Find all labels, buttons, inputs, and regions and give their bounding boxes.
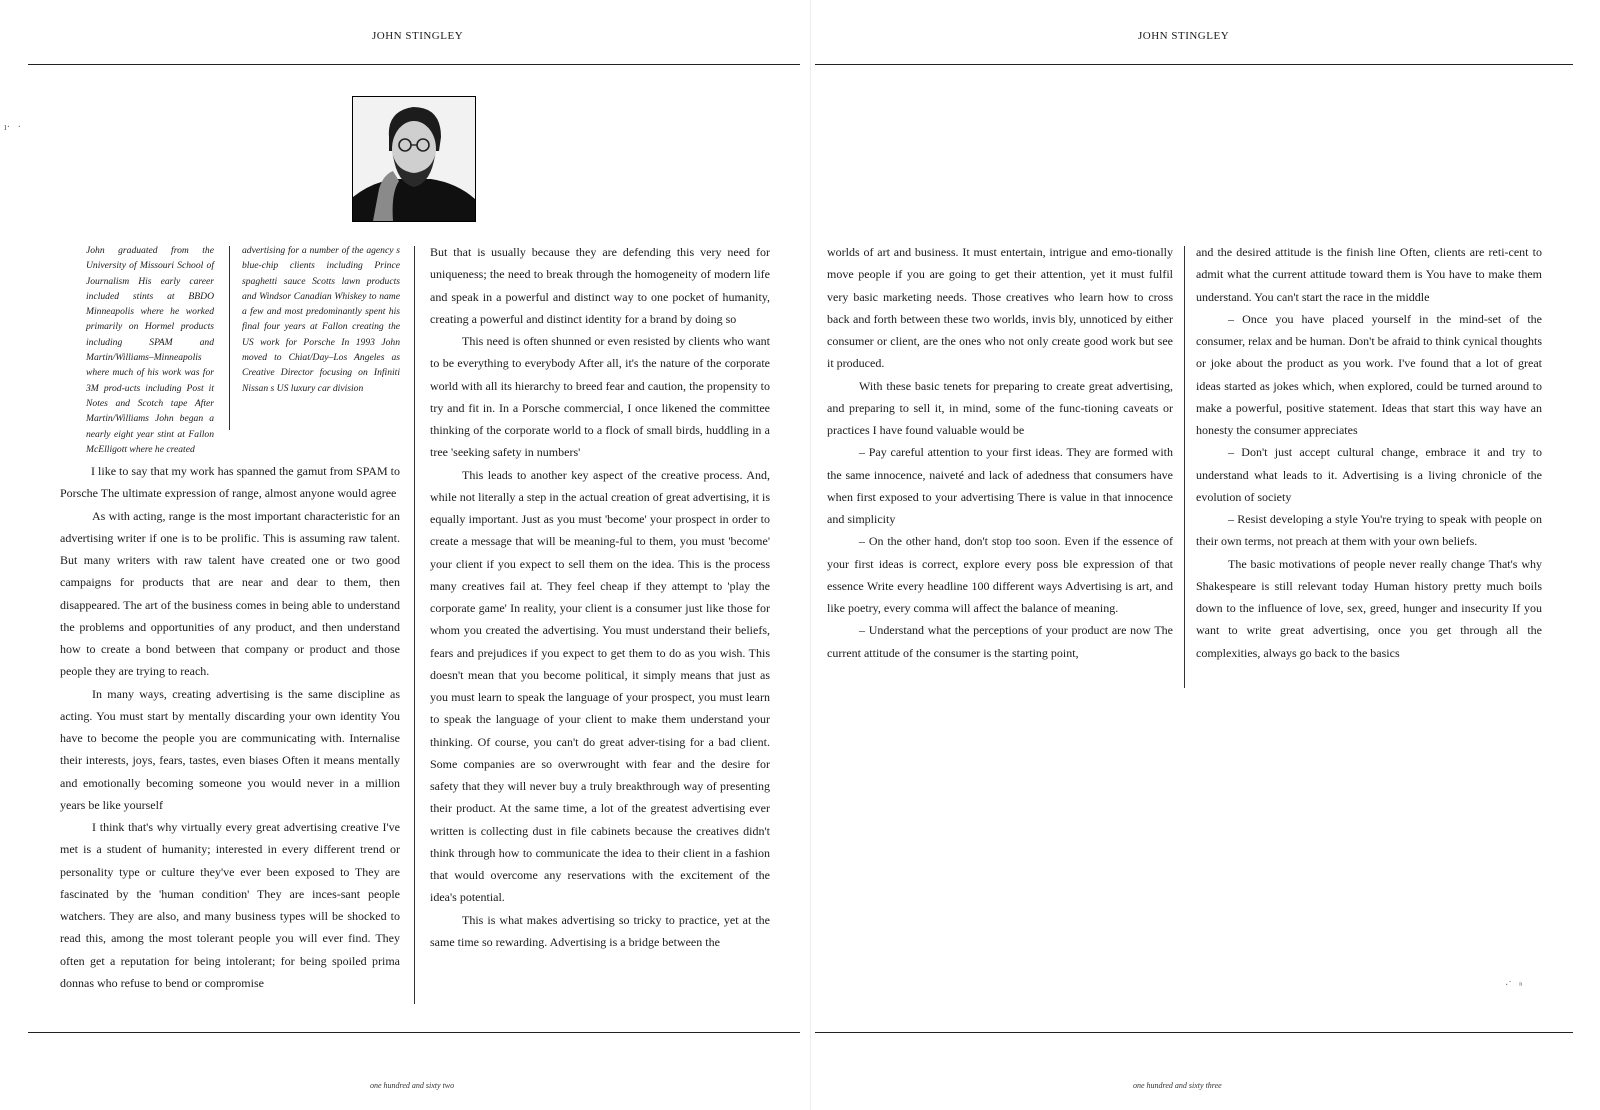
scan-speck: ·˙ ⁿ bbox=[1505, 980, 1523, 991]
paragraph: – Resist developing a style You're trying to speak with people on their own terms, not preach at them with your own beliefs. bbox=[1196, 512, 1542, 549]
caption-divider bbox=[229, 246, 230, 430]
portrait-image bbox=[353, 97, 475, 221]
right-body-column-2 bbox=[1196, 241, 1542, 664]
paragraph: In many ways, creating advertising is the same discipline as acting. You must start by mentally discarding your own identity You have to become the people you are communicating with. Internalise their interests, joys, fears, tastes, even biases Often it means mentally and emotionally becoming someone you would never in a million years be like yourself bbox=[60, 686, 400, 812]
left-body-column-1 bbox=[60, 460, 400, 994]
header-rule-left bbox=[28, 64, 800, 65]
paragraph: – Pay careful attention to your first ideas. They are formed with the same innocence, naiveté and lack of adedness that consumers have when first exposed to your advertising There is value in that innocence and simplicity bbox=[827, 445, 1173, 526]
page-number-right: one hundred and sixty three bbox=[1133, 1081, 1222, 1090]
paragraph: This leads to another key aspect of the creative process. And, while not literally a step in the actual creation of great advertising, it is equally important. Just as you must 'become' your prospect in order to create a message that will be meaning-ful to them, you must 'become' your client if you expect to sell them on the idea. This is the process many creatives fail at. They feel cheap if they attempt to 'play the corporate game' In reality, your client is a consumer just like those for whom you created the advertising. You must understand their beliefs, fears and prejudices if you expect to get them to do as you wish. This doesn't mean that you become political, it simply means that just as you must learn to speak the language of your prospect, you must learn to speak the language of your client to make them understand your thinking. Of course, you can't do great adver-tising for a bad client. Some companies are so overwrought with fear and the desire for safety that they will never buy a truly breakthrough way of presenting their product. At the same time, a lot of the greatest advertising ever written is collecting dust in file cabinets because the creatives didn't think through how to communicate the idea to their client in a fashion that would overcome any reservations with the excitement of the idea's potential. bbox=[430, 467, 770, 905]
right-page bbox=[815, 0, 1600, 1110]
footer-rule-right bbox=[815, 1032, 1573, 1033]
paragraph: I think that's why virtually every great advertising creative I've met is a student of humanity; interested in every different trend or personality type or culture they've ever been exposed to They are fascinated by the 'human condition' They are inces-sant people watchers. They are also, and many business types will be shocked to read this, among the most tolerant people you will ever find. They often get a reputation for being intolerant; for being spoiled prima donnas who refuse to bend or compromise bbox=[60, 820, 400, 990]
footer-rule-left bbox=[28, 1032, 800, 1033]
column-divider-left bbox=[414, 246, 415, 1004]
running-header-left: JOHN STINGLEY bbox=[372, 30, 464, 42]
page-spine bbox=[810, 0, 811, 1110]
bio-caption-col1: John graduated from the University of Missouri School of Journalism His early career included stints at BBDO Minneapolis where he worked primarily on Hormel products including SPAM and Martin/Williams–Minneapolis where much of his work was for 3M prod-ucts including Post it Notes and Scotch tape After Martin/Williams John began a nearly eight year stint at Fallon McElligott where he created bbox=[86, 245, 214, 455]
paragraph: – Don't just accept cultural change, embrace it and try to understand what leads to it. Advertising is a living chronicle of the evolution of society bbox=[1196, 445, 1542, 504]
author-portrait bbox=[352, 96, 476, 222]
column-divider-right bbox=[1184, 246, 1185, 688]
left-body-column-2 bbox=[430, 241, 770, 953]
paragraph: – Understand what the perceptions of your product are now The current attitude of the consumer is the starting point, bbox=[827, 623, 1173, 660]
paragraph: This need is often shunned or even resisted by clients who want to be everything to everybody After all, it's the nature of the corporate world with all its hierarchy to breed fear and caution, the propensity to try and fit in. In a Porsche commercial, I once likened the committee thinking of the corporate world to a flock of small birds, huddling in a tree 'seeking safety in numbers' bbox=[430, 334, 770, 460]
paragraph: worlds of art and business. It must entertain, intrigue and emo-tionally move people if you are going to get their attention, yet it must fulfil very basic marketing needs. Those creatives who learn how to cross back and forth between these two worlds, invis bly, unnoticed by either consumer or client, are the ones who not only create good work but see it produced. bbox=[827, 245, 1173, 371]
paragraph: But that is usually because they are defending this very need for uniqueness; the need to break through the homogeneity of modern life and speak in a powerful and distinct way to one pocket of humanity, creating a powerful and distinct identity for a brand by doing so bbox=[430, 245, 770, 326]
page-number-left: one hundred and sixty two bbox=[370, 1081, 455, 1090]
paragraph: – On the other hand, don't stop too soon. Even if the essence of your first ideas is correct, explore every poss ble expression of that essence Write every headline 100 different ways Advertising is art, and like poetry, every comma will affect the balance of meaning. bbox=[827, 534, 1173, 615]
paragraph: The basic motivations of people never really change That's why Shakespeare is still relevant today Human history pretty much boils down to the influence of love, sex, greed, hunger and insecurity If you want to write great advertising, once you get through all the complexities, always go back to the basics bbox=[1196, 556, 1542, 660]
paragraph: I like to say that my work has spanned the gamut from SPAM to Porsche The ultimate expression of range, almost anyone would agree bbox=[60, 464, 400, 501]
running-header-right: JOHN STINGLEY bbox=[1138, 30, 1230, 42]
bio-caption-col2: advertising for a number of the agency s blue-chip clients including Prince spaghetti sauce Scotts lawn products and Windsor Canadian Whiskey to name a few and most predominantly spent his final four years at Fallon creating the US work for Porsche In 1993 John moved to Chiat/Day–Los Angeles as Creative Director focusing on Infiniti Nissan s US luxury car division bbox=[242, 245, 400, 394]
paragraph: With these basic tenets for preparing to create great advertising, and preparing to sell it, in mind, some of the func-tioning caveats or practices I have found valuable would be bbox=[827, 378, 1173, 437]
right-body-column-1 bbox=[827, 241, 1173, 664]
paragraph: As with acting, range is the most important characteristic for an advertising writer if one is to be prolific. This is assuming raw talent. But many writers with raw talent have created one or two good campaigns for products that are near and dear to them, then disappeared. The art of the business comes in being able to understand the problems and opportunities of any product, and then understand how to create a bond between that company or product and those people they are trying to reach. bbox=[60, 508, 400, 679]
paragraph: This is what makes advertising so tricky to practice, yet at the same time so rewarding. Advertising is a bridge between the bbox=[430, 912, 770, 949]
scan-speck: ı· · bbox=[4, 122, 21, 133]
paragraph: and the desired attitude is the finish line Often, clients are reti-cent to admit what the current attitude toward them is You have to make them understand. You can't start the race in the middle bbox=[1196, 245, 1542, 304]
header-rule-right bbox=[815, 64, 1573, 65]
paragraph: – Once you have placed yourself in the mind-set of the consumer, relax and be human. Don't be afraid to think cynical thoughts or joke about the product as you work. I've found that a lot of great ideas started as jokes which, when explored, could be turned around to make a powerful, positive statement. Ideas that start this way have an honesty the consumer appreciates bbox=[1196, 311, 1542, 437]
